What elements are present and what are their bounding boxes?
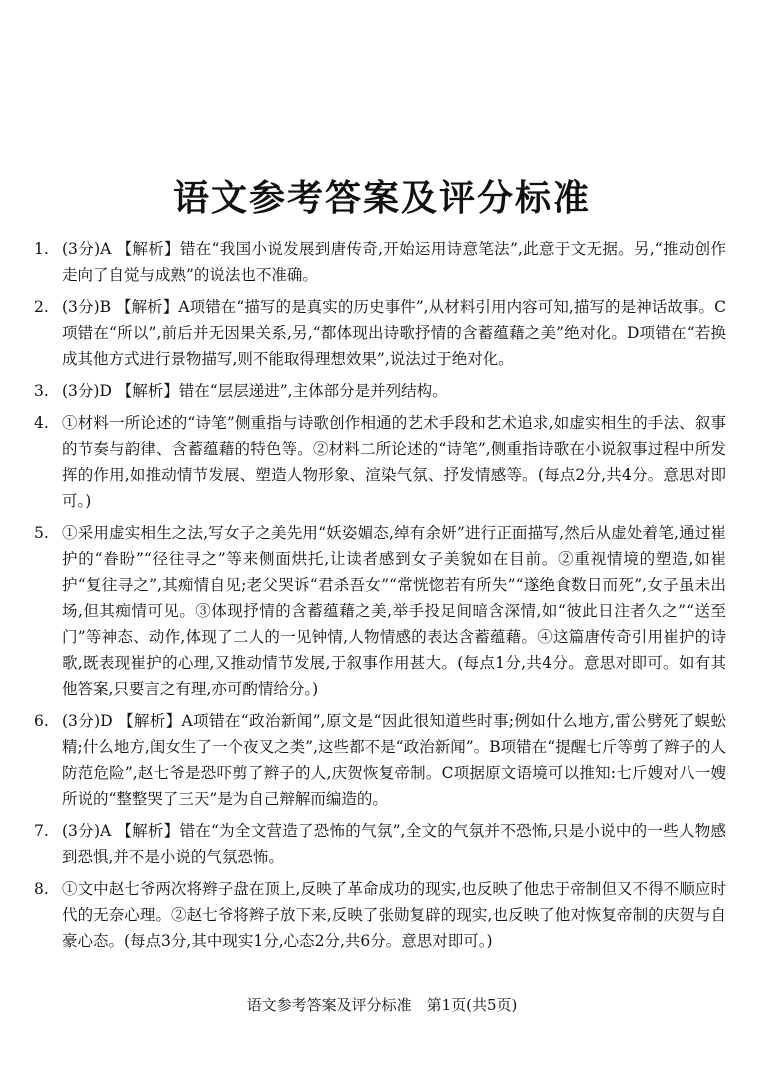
answer-item-2 [34, 294, 726, 372]
answer-text: ①材料一所论述的“诗笔”侧重指与诗歌创作相通的艺术手段和艺术追求,如虚实相生的手法、叙事的节奏与韵律、含蓄蕴藉的特色等。②材料二所论述的“诗笔”,侧重指诗歌在小说叙事过程中所发挥的作用,如推动情节发展、塑造人物形象、渲染气氛、抒发情感等。(每点2分,共4分。意思对即可。) [62, 414, 726, 510]
answer-item-3 [34, 378, 726, 404]
answer-text: (3分)D 【解析】A项错在“政治新闻”,原文是“因此很知道些时事;例如什么地方,雷公劈死了蜈蚣精;什么地方,闺女生了一个夜叉之类”,这些都不是“政治新闻”。B项错在“提醒七斤等剪了辫子的人防范危险”,赵七爷是恐吓剪了辫子的人,庆贺恢复帝制。C项据原文语境可以推知:七斤嫂对八一嫂所说的“整整哭了三天”是为自己辩解而编造的。 [62, 712, 726, 808]
answer-item-7 [34, 818, 726, 870]
answer-text: (3分)A 【解析】错在“为全文营造了恐怖的气氛”,全文的气氛并不恐怖,只是小说中的一些人物感到恐惧,并不是小说的气氛恐怖。 [62, 822, 726, 866]
answer-text: (3分)D 【解析】错在“层层递进”,主体部分是并列结构。 [62, 382, 448, 400]
answer-number: 6. [34, 712, 49, 730]
page-footer: 语文参考答案及评分标准 第1页(共5页) [246, 996, 518, 1014]
answer-item-6 [34, 708, 726, 812]
answer-item-8 [34, 876, 726, 954]
answer-number: 5. [34, 524, 49, 542]
answer-item-4 [34, 410, 726, 514]
answer-number: 3. [34, 382, 49, 400]
answer-item-1 [34, 236, 726, 288]
answer-number: 2. [34, 298, 49, 316]
answer-number: 1. [34, 240, 49, 258]
answer-text: (3分)A 【解析】错在“我国小说发展到唐传奇,开始运用诗意笔法”,此意于文无据。另,“推动创作走向了自觉与成熟”的说法也不准确。 [62, 240, 726, 284]
answer-number: 4. [34, 414, 49, 432]
answer-text: ①采用虚实相生之法,写女子之美先用“妖姿媚态,绰有余妍”进行正面描写,然后从虚处着笔,通过崔护的“眷盼”“径往寻之”等来侧面烘托,让读者感到女子美貌如在目前。②重视情境的塑造,如崔护“复往寻之”,其痴情自见;老父哭诉“君杀吾女”“常恍惚若有所失”“遂绝食数日而死”,女子虽未出场,但其痴情可见。③体现抒情的含蓄蕴藉之美,举手投足间暗含深情,如“彼此日注者久之”“送至门”等神态、动作,体现了二人的一见钟情,人物情感的表达含蓄蕴藉。④这篇唐传奇引用崔护的诗歌,既表现崔护的心理,又推动情节发展,于叙事作用甚大。(每点1分,共4分。意思对即可。如有其他答案,只要言之有理,亦可酌情给分。) [62, 524, 726, 698]
answer-number: 7. [34, 822, 49, 840]
answer-list [34, 236, 726, 960]
answer-number: 8. [34, 880, 49, 898]
answer-item-5 [34, 520, 726, 702]
answer-text: ①文中赵七爷两次将辫子盘在顶上,反映了革命成功的现实,也反映了他忠于帝制但又不得不顺应时代的无奈心理。②赵七爷将辫子放下来,反映了张勋复辟的现实,也反映了他对恢复帝制的庆贺与自豪心态。(每点3分,其中现实1分,心态2分,共6分。意思对即可。) [62, 880, 726, 950]
answer-text: (3分)B 【解析】A项错在“描写的是真实的历史事件”,从材料引用内容可知,描写的是神话故事。C项错在“所以”,前后并无因果关系,另,“都体现出诗歌抒情的含蓄蕴藉之美”绝对化。D项错在“若换成其他方式进行景物描写,则不能取得理想效果”,说法过于绝对化。 [62, 298, 726, 368]
page-title: 语文参考答案及评分标准 [172, 177, 591, 219]
